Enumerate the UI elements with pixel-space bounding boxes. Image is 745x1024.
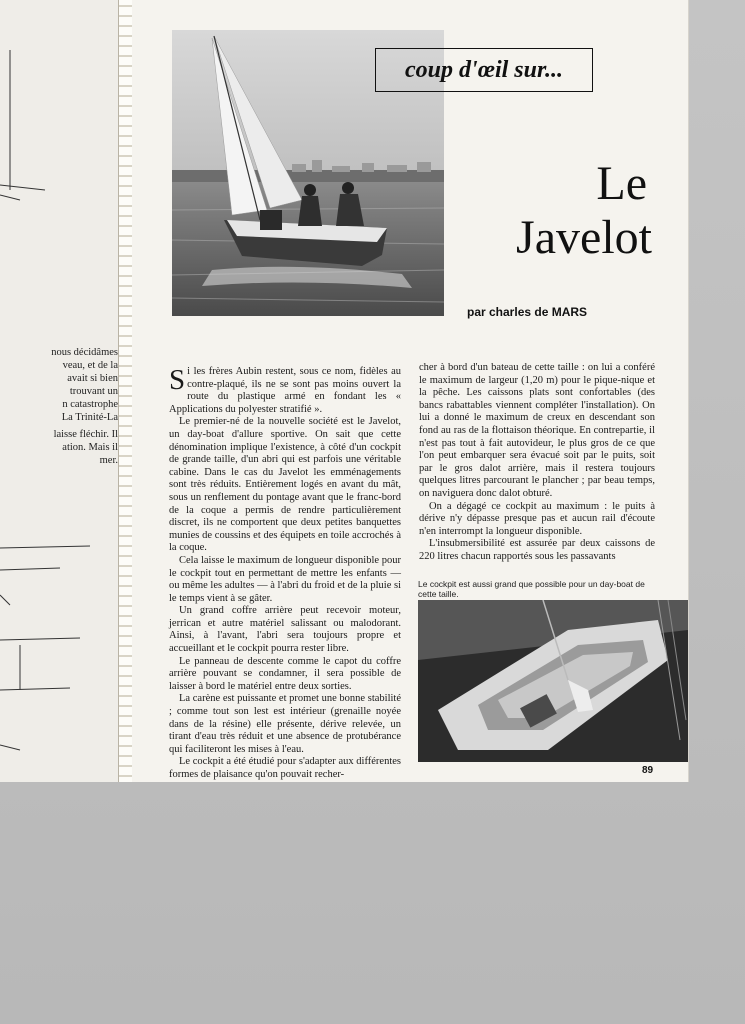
paragraph: L'insubmersibilité est assurée par deux caissons de 220 litres chacun rapportés sous les passavants	[419, 538, 655, 562]
photo-caption: Le cockpit est aussi grand que possible pour un day-boat de cette taille.	[418, 579, 645, 599]
left-fragment-line: laisse fléchir. Il	[53, 429, 118, 440]
left-fragment-line: ation. Mais il	[62, 442, 118, 453]
article-title-line-2: Javelot	[516, 211, 652, 264]
left-fragment-line: avait si bien	[67, 373, 118, 384]
left-fragment-line: veau, et de la	[62, 360, 118, 371]
cockpit-photo	[418, 600, 688, 762]
magazine-page	[132, 0, 688, 782]
left-fragment-line: trouvant un	[69, 386, 118, 397]
paragraph: Le premier-né de la nouvelle société est le Javelot, un day-boat d'allure sportive. On sait que cette dénomination implique l'existence, à côté d'un cockpit de grande taille, d'un abri qui est parfois une véritable cabine. Dans le cas du Javelot les emménagements sont très réduits. Entièrement logés en avant du mât, sous un renflement du pontage avant que le franc-bord de la coque a permis de rendre particulièrement discret, ils ne comportent que deux petites banquettes munies de coussins et des équipets en toile accrochés à la coque.	[169, 416, 401, 554]
drop-cap: S	[169, 364, 186, 396]
paragraph: Le cockpit a été étudié pour s'adapter aux différentes formes de plaisance qu'on pouvait recher-	[169, 756, 401, 780]
left-fragment-line: nous décidâmes	[51, 347, 118, 358]
article-column-2	[419, 362, 655, 564]
article-byline: par charles de MARS	[467, 305, 588, 319]
page-number: 89	[642, 765, 654, 776]
left-fragment-line: mer.	[99, 455, 118, 466]
left-fragment-line: n catastrophe	[62, 399, 118, 410]
paragraph: On a dégagé ce cockpit au maximum : le puits à dérive n'y dépasse presque pas et aucun rail d'écoute n'en interrompt la longueur disponible.	[419, 500, 655, 537]
paragraph: Le panneau de descente comme le capot du coffre arrière pouvant se condamner, il sera possible de laisser à bord le matériel entre deux sorties.	[169, 655, 401, 692]
article-title-line-1: Le	[596, 157, 647, 210]
paragraph: Un grand coffre arrière peut recevoir moteur, jerrican et autre matériel salissant ou malodorant. Ainsi, à l'avant, l'abri sera toujours propre et accueillant et le cockpit pourra rester libre.	[169, 605, 401, 655]
article-column-1	[169, 366, 401, 782]
left-fragment-line: La Trinité-La	[61, 412, 118, 423]
paragraph	[169, 366, 401, 416]
paragraph: cher à bord d'un bateau de cette taille : on lui a conféré le maximum de largeur (1,20 m) pour le pique-nique et la pêche. Les caissons plats sont confortables (des bancs rabattables viennent compléter l'installation). On lui a donné le maximum de creux en descendant son fond au ras de la flottaison théorique. En contrepartie, il n'est pas tout à fait autovideur, le plus gros de ce que l'on peut embarquer sera évacué soit par le puits, soit par le gros dalot arrière, mais il restera toujours quelques litres parcourant le plancher ; par beau temps, on naviguera donc dalot obturé.	[419, 362, 655, 499]
paragraph-text: i les frères Aubin restent, sous ce nom, fidèles au contre-plaqué, ils ne se sont pas moins ouvert la route du plastique armé en fondant les « Applications du polyester stratifié ».	[169, 366, 401, 415]
left-page-fragment	[0, 0, 126, 782]
section-kicker-box: coup d'œil sur...	[375, 48, 593, 92]
paragraph: Cela laisse le maximum de longueur disponible pour le cockpit tout en permettant de mettre les enfants — ou même les adultes — à l'abri du froid et de la pluie si le temps vient à se gâter.	[169, 554, 401, 604]
paragraph: La carène est puissante et promet une bonne stabilité ; comme tout son lest est intérieur (grenaille noyée dans de la résine) elle présente, dérive relevée, un tirant d'eau très réduit et une absence de protubérance qui faciliteront les mises à l'eau.	[169, 693, 401, 755]
